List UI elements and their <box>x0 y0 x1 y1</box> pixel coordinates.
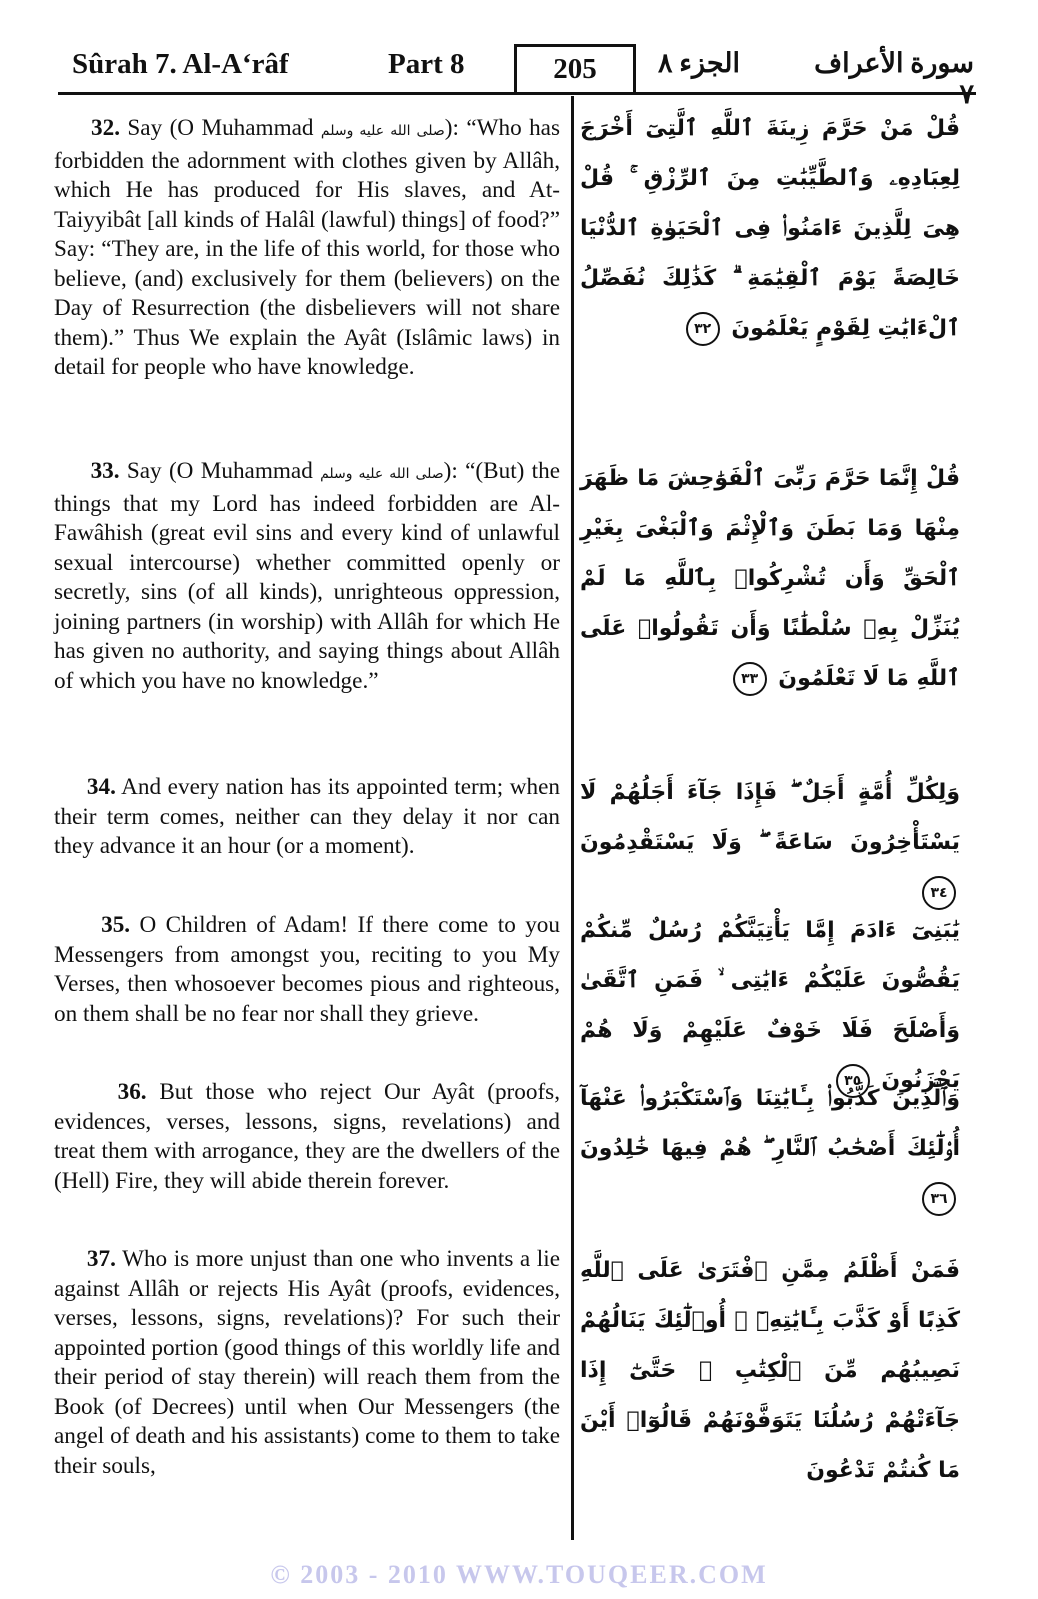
verse-35-english: 35. O Children of Adam! If there come to you Messengers from amongst you, reciting to you My Verses, then whosoever becomes pious and righteous, on them shall be no fear nor shall they grieve. <box>54 912 560 1027</box>
verse-37-english: 37. Who is more unjust than one who invents a lie against Allâh or rejects His Ayât (proofs, evidences, verses, lessons, signs, revelations)? For such their appointed portion (good things of this worldly life and their period of stay therein) will reach them from the Book (of Decrees) until when Our Messengers (the angel of death and his assistants) come to them to take their souls, <box>54 1246 560 1479</box>
verse-37-arabic: فَمَنْ أَظْلَمُ مِمَّنِ ٱفْتَرَىٰ عَلَى ٱللَّهِ كَذِبًا أَوْ كَذَّبَ بِـَٔايَٰتِهِۦٓ ۚ أُو۟لَٰٓئِكَ يَنَالُهُمْ نَصِيبُهُم مِّنَ ٱلْكِتَٰبِ ۖ حَتَّىٰٓ إِذَا جَآءَتْهُمْ رُسُلُنَا يَتَوَفَّوْنَهُمْ قَالُوٓا۟ أَيْنَ مَا كُنتُمْ تَدْعُونَ <box>580 1258 960 1483</box>
verse-number: 34. <box>86 774 116 800</box>
page-header <box>58 42 976 109</box>
ayah-marker: ٣٣ <box>733 662 767 696</box>
salawat: صلى الله عليه وسلم <box>320 123 445 139</box>
ayah-marker: ٣٤ <box>922 876 956 910</box>
ayah-marker: ٣٥ <box>836 1064 870 1098</box>
verse-34-arabic: وَلِكُلِّ أُمَّةٍ أَجَلٌ ۖ فَإِذَا جَآءَ أَجَلُهُمْ لَا يَسْتَأْخِرُونَ سَاعَةً ۖ وَلَا يَسْتَقْدِمُونَ ٣٤ <box>580 768 960 918</box>
copyright-footer: © 2003 - 2010 WWW.TOUQEER.COM <box>270 1560 768 1589</box>
part-label: Part 8 <box>388 48 465 80</box>
verse-33-english: 33. Say (O Muhammad صلى الله عليه وسلم): “(But) the things that my Lord has indeed forbidden are Al-Fawâhish (great evil sins and every kind of unlawful sexual intercourse) whether committed openly or secretly, sins (of all kinds), unrighteous oppression, joining partners (in worship) with Allâh for which He has given no authority, and saying things about Allâh of which you have no knowledge.” <box>54 458 561 694</box>
verse-number: 33. <box>90 458 120 484</box>
verse-33-arabic: قُلْ إِنَّمَا حَرَّمَ رَبِّىَ ٱلْفَوَٰحِشَ مَا ظَهَرَ مِنْهَا وَمَا بَطَنَ وَٱلْإِثْمَ وَٱلْبَغْىَ بِغَيْرِ ٱلْحَقِّ وَأَن تُشْرِكُوا۟ بِٱللَّهِ مَا لَمْ يُنَزِّلْ بِهِۦ سُلْطَٰنًا وَأَن تَقُولُوا۟ عَلَى ٱللَّهِ مَا لَا تَعْلَمُونَ ٣٣ <box>580 454 960 704</box>
ayah-marker: ٣٦ <box>922 1182 956 1216</box>
verse-number: 32. <box>91 115 120 141</box>
verse-number: 35. <box>101 912 131 938</box>
verse-number: 37. <box>86 1246 116 1272</box>
surah-title-en: Sûrah 7. Al-A‘râf <box>72 48 289 80</box>
juz-label-ar: الجزء ٨ <box>658 48 741 78</box>
ayah-marker: ٣٢ <box>686 312 720 346</box>
salawat: صلى الله عليه وسلم <box>320 466 444 482</box>
page-number: 205 <box>514 44 636 95</box>
verse-34-english: 34. And every nation has its appointed term; when their term comes, neither can they delay it nor can they advance it an hour (or a moment). <box>54 774 561 859</box>
verse-35-arabic: يَٰبَنِىٓ ءَادَمَ إِمَّا يَأْتِيَنَّكُمْ رُسُلٌ مِّنكُمْ يَقُصُّونَ عَلَيْكُمْ ءَايَٰتِى ۙ فَمَنِ ٱتَّقَىٰ وَأَصْلَحَ فَلَا خَوْفٌ عَلَيْهِمْ وَلَا هُمْ يَحْزَنُونَ ٣٥ <box>580 906 960 1106</box>
verse-36-english: 36. But those who reject Our Ayât (proofs, evidences, verses, lessons, signs, revelations) and treat them with arrogance, they are the dwellers of the (Hell) Fire, they will abide therein forever. <box>54 1079 560 1194</box>
surah-title-ar: سورة الأعراف ٧ <box>814 48 974 109</box>
verse-32-arabic: قُلْ مَنْ حَرَّمَ زِينَةَ ٱللَّهِ ٱلَّتِىٓ أَخْرَجَ لِعِبَادِهِۦ وَٱلطَّيِّبَٰتِ مِنَ ٱلرِّزْقِ ۚ قُلْ هِىَ لِلَّذِينَ ءَامَنُوا۟ فِى ٱلْحَيَوٰةِ ٱلدُّنْيَا خَالِصَةً يَوْمَ ٱلْقِيَٰمَةِ ۗ كَذَٰلِكَ نُفَصِّلُ ٱلْءَايَٰتِ لِقَوْمٍ يَعْلَمُونَ ٣٢ <box>580 104 960 354</box>
verse-36-arabic: وَٱلَّذِينَ كَذَّبُوا۟ بِـَٔايَٰتِنَا وَٱسْتَكْبَرُوا۟ عَنْهَآ أُو۟لَٰٓئِكَ أَصْحَٰبُ ٱلنَّارِ ۖ هُمْ فِيهَا خَٰلِدُونَ ٣٦ <box>580 1074 960 1224</box>
verse-32-english: 32. Say (O Muhammad صلى الله عليه وسلم): “Who has forbidden the adornment with clothes given by Allâh, which He has produced for His slaves, and At-Taiyyibât [all kinds of Halâl (lawful) things] of food?” Say: “They are, in the life of this world, for those who believe, (and) exclusively for them (believers) on the Day of Resurrection (the disbelievers will not share them).” Thus We explain the Ayât (Islâmic laws) in detail for people who have knowledge. <box>54 115 560 380</box>
verse-number: 36. <box>117 1079 147 1105</box>
column-divider <box>571 96 574 1540</box>
